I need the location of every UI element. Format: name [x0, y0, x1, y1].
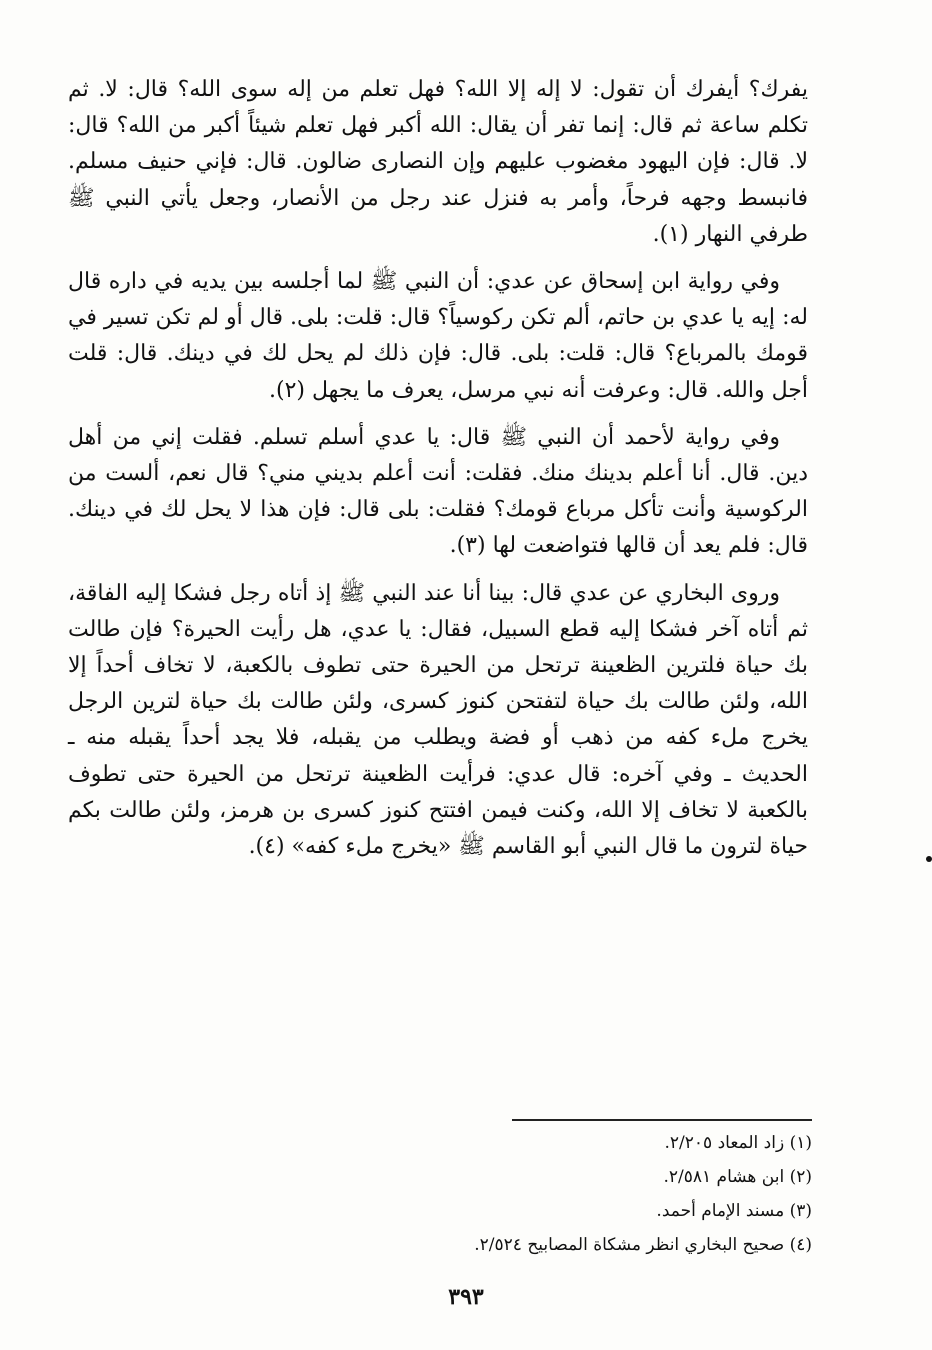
body-text — [68, 72, 808, 865]
footnote-4: (٤) صحيح البخاري انظر مشكاة المصابيح ٢/٥٢٤. — [474, 1235, 812, 1255]
paragraph-4: وروى البخاري عن عدي قال: بينا أنا عند النبي ﷺ إذ أتاه رجل فشكا إليه الفاقة، ثم أتاه آخر فشكا إليه قطع السبيل، فقال: يا عدي، هل رأيت الحيرة؟ فإن طالت بك حياة فلترين الظعينة ترتحل من الحيرة حتى تطوف بالكعبة، لا تخاف أحداً إلا الله، ولئن طالت بك حياة لتفتحن كنوز كسرى، ولئن طالت بك حياة لترين الرجل يخرج ملء كفه من ذهب أو فضة ويطلب من يقبله، فلا يجد أحداً يقبله منه ـ الحديث ـ وفي آخره: قال عدي: فرأيت الظعينة ترتحل من الحيرة حتى تطوف بالكعبة لا تخاف إلا الله، وكنت فيمن افتتح كنوز كسرى بن هرمز، ولئن طالت بكم حياة لترون ما قال النبي أبو القاسم ﷺ «يخرج ملء كفه» (٤). — [68, 580, 808, 860]
footnote-1: (١) زاد المعاد ٢/٢٠٥. — [664, 1133, 812, 1153]
footnote-3: (٣) مسند الإمام أحمد. — [656, 1201, 812, 1221]
page-number: ٣٩٣ — [448, 1284, 484, 1310]
margin-dot — [926, 856, 932, 862]
footnote-separator — [512, 1119, 812, 1121]
paragraph-3: وفي رواية لأحمد أن النبي ﷺ قال: يا عدي أسلم تسلم. فقلت إني من أهل دين. قال. أنا أعلم بدينك منك. فقلت: أنت أعلم بديني مني؟ قال نعم، ألست من الركوسية وأنت تأكل مرباع قومك؟ فقلت: بلى قال: فإن هذا لا يحل لك في دينك. قال: فلم يعد أن قالها فتواضعت لها (٣). — [68, 424, 808, 559]
footnotes — [474, 1126, 812, 1262]
paragraph-1: يفرك؟ أيفرك أن تقول: لا إله إلا الله؟ فهل تعلم من إله سوى الله؟ قال: لا. ثم تكلم ساعة ثم قال: إنما تفر أن يقال: الله أكبر فهل تعلم شيئاً أكبر من الله؟ قال: لا. قال: فإن اليهود مغضوب عليهم وإن النصارى ضالون. قال: فإني حنيف مسلم. فانبسط وجهه فرحاً، وأمر به فنزل عند رجل من الأنصار، وجعل يأتي النبي ﷺ طرفي النهار (١). — [68, 77, 808, 247]
footnote-2: (٢) ابن هشام ٢/٥٨١. — [663, 1167, 812, 1187]
paragraph-2: وفي رواية ابن إسحاق عن عدي: أن النبي ﷺ لما أجلسه بين يديه في داره قال له: إيه يا عدي بن حاتم، ألم تكن ركوسياً؟ قال: قلت: بلى. قال أو لم تكن تسير في قومك بالمرباع؟ قال: قلت: بلى. قال: فإن ذلك لم يحل لك في دينك. قال: قلت أجل والله. قال: وعرفت أنه نبي مرسل، يعرف ما يجهل (٢). — [68, 269, 808, 403]
